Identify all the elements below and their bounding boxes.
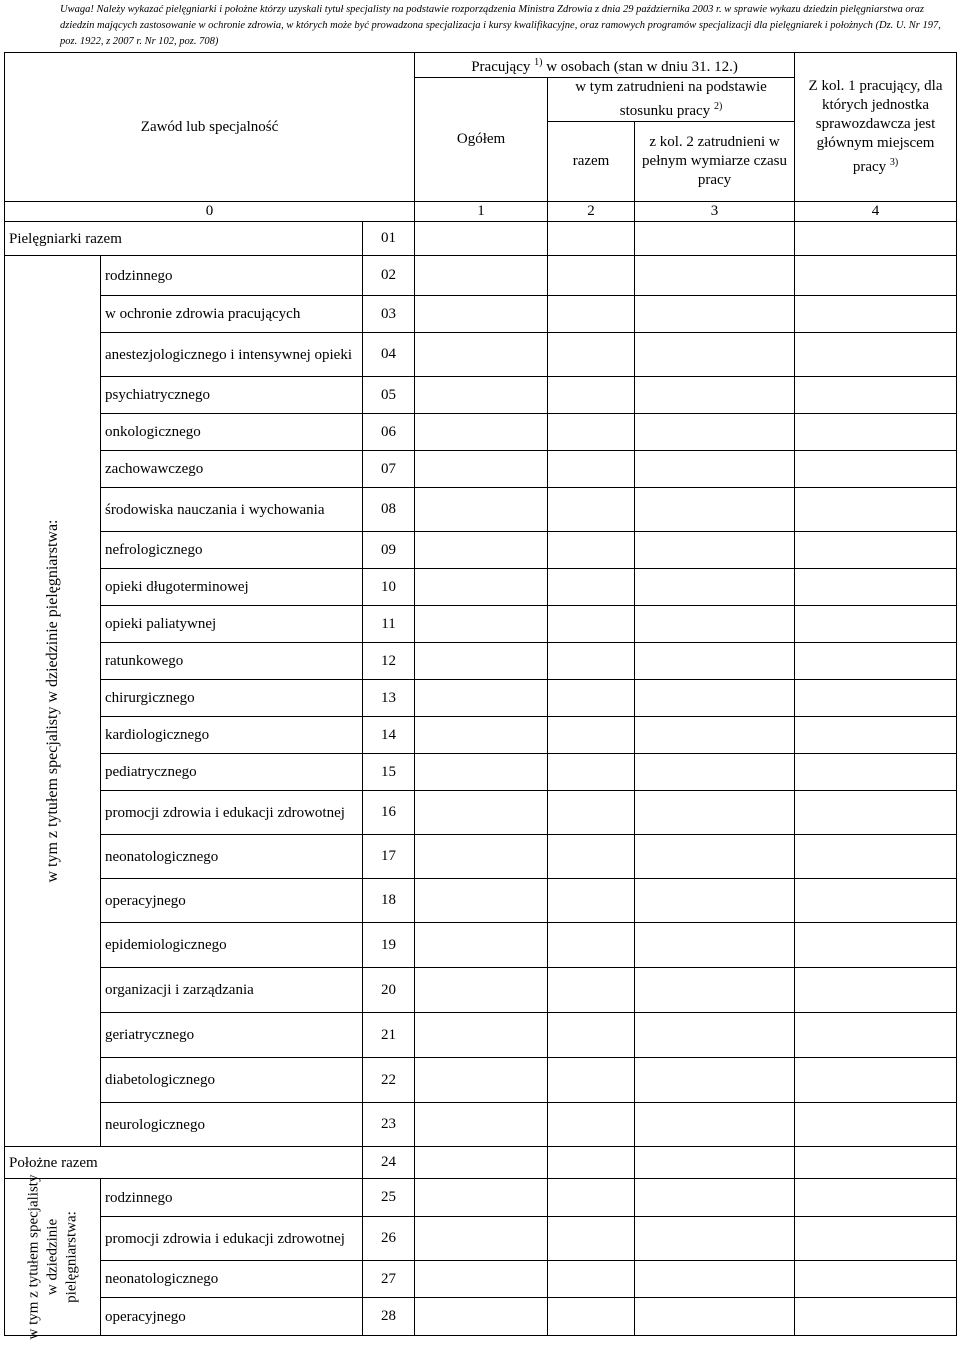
value-cell[interactable]	[415, 643, 548, 680]
row-code: 17	[363, 835, 415, 879]
value-cell[interactable]	[548, 879, 635, 923]
value-cell[interactable]	[795, 923, 957, 968]
employment-table	[4, 52, 957, 1340]
value-cell[interactable]	[548, 968, 635, 1013]
value-cell[interactable]	[415, 717, 548, 754]
fulltime-header: z kol. 2 zatrudnieni w pełnym wymiarze czasu pracy	[635, 122, 795, 202]
value-cell[interactable]	[795, 1261, 957, 1298]
value-cell[interactable]	[795, 569, 957, 606]
row-label: psychiatrycznego	[101, 377, 363, 414]
row-label: opieki długoterminowej	[101, 569, 363, 606]
value-cell[interactable]	[795, 1013, 957, 1058]
value-cell[interactable]	[548, 606, 635, 643]
row-label: chirurgicznego	[101, 680, 363, 717]
group-label-cell	[5, 1174, 101, 1340]
row-code: 27	[363, 1261, 415, 1298]
value-cell[interactable]	[548, 256, 635, 296]
value-cell[interactable]	[635, 451, 795, 488]
main-place-header: Z kol. 1 pracujący, dla których jednostka sprawozdawcza jest głównym miejscem pracy $^{3)}$	[795, 53, 957, 202]
row-code: 14	[363, 717, 415, 754]
value-cell[interactable]	[795, 835, 957, 879]
table-row	[5, 1013, 957, 1058]
group-label: w tym z tytułem specjalisty w dziedzinie pielęgniarstwa:	[43, 519, 61, 883]
table-row	[5, 377, 957, 414]
value-cell[interactable]	[548, 680, 635, 717]
value-cell[interactable]	[635, 606, 795, 643]
value-cell[interactable]	[548, 333, 635, 377]
value-cell[interactable]	[548, 835, 635, 879]
row-label: diabetologicznego	[101, 1058, 363, 1103]
value-cell[interactable]	[795, 451, 957, 488]
value-cell[interactable]	[415, 835, 548, 879]
value-cell[interactable]	[635, 1147, 795, 1179]
value-cell[interactable]	[548, 377, 635, 414]
value-cell[interactable]	[415, 451, 548, 488]
row-code: 26	[363, 1217, 415, 1261]
column-number: 4	[795, 202, 957, 222]
value-cell[interactable]	[415, 680, 548, 717]
value-cell[interactable]	[415, 923, 548, 968]
value-cell[interactable]	[635, 333, 795, 377]
row-code: 07	[363, 451, 415, 488]
value-cell[interactable]	[795, 717, 957, 754]
table-row	[5, 451, 957, 488]
row-label: pediatrycznego	[101, 754, 363, 791]
value-cell[interactable]	[795, 256, 957, 296]
value-cell[interactable]	[548, 754, 635, 791]
value-cell[interactable]	[795, 1179, 957, 1217]
value-cell[interactable]	[548, 1298, 635, 1336]
row-code: 04	[363, 333, 415, 377]
row-code: 19	[363, 923, 415, 968]
row-code: 10	[363, 569, 415, 606]
table-row	[5, 569, 957, 606]
value-cell[interactable]	[415, 1147, 548, 1179]
table-row	[5, 879, 957, 923]
table-row	[5, 1147, 957, 1179]
value-cell[interactable]	[635, 414, 795, 451]
table-row	[5, 968, 957, 1013]
value-cell[interactable]	[635, 1103, 795, 1147]
value-cell[interactable]	[795, 1147, 957, 1179]
table-row	[5, 1058, 957, 1103]
row-label: rodzinnego	[101, 256, 363, 296]
value-cell[interactable]	[635, 879, 795, 923]
row-label: Położne razem	[5, 1147, 363, 1179]
value-cell[interactable]	[795, 680, 957, 717]
value-cell[interactable]	[635, 222, 795, 256]
value-cell[interactable]	[635, 532, 795, 569]
table-row	[5, 532, 957, 569]
row-code: 01	[363, 222, 415, 256]
row-code: 03	[363, 296, 415, 333]
contract-header: w tym zatrudnieni na podstawie stosunku pracy $^{2)}$	[548, 78, 795, 122]
table-row	[5, 1261, 957, 1298]
value-cell[interactable]	[415, 414, 548, 451]
table-row	[5, 256, 957, 296]
value-cell[interactable]	[548, 451, 635, 488]
total-header: Ogółem	[415, 78, 548, 202]
value-cell[interactable]	[548, 532, 635, 569]
value-cell[interactable]	[415, 1261, 548, 1298]
value-cell[interactable]	[795, 968, 957, 1013]
value-cell[interactable]	[548, 923, 635, 968]
value-cell[interactable]	[548, 1058, 635, 1103]
row-label: opieki paliatywnej	[101, 606, 363, 643]
table-row	[5, 835, 957, 879]
table-row	[5, 1179, 957, 1217]
row-code: 28	[363, 1298, 415, 1336]
profession-header: Zawód lub specjalność	[5, 53, 415, 202]
row-label: ratunkowego	[101, 643, 363, 680]
value-cell[interactable]	[795, 1217, 957, 1261]
row-code: 24	[363, 1147, 415, 1179]
value-cell[interactable]	[548, 791, 635, 835]
value-cell[interactable]	[415, 1058, 548, 1103]
value-cell[interactable]	[415, 1179, 548, 1217]
row-label: rodzinnego	[101, 1179, 363, 1217]
row-label: operacyjnego	[101, 879, 363, 923]
column-number: 0	[5, 202, 415, 222]
table-row	[5, 488, 957, 532]
value-cell[interactable]	[548, 1261, 635, 1298]
table-row	[5, 1103, 957, 1147]
row-code: 25	[363, 1179, 415, 1217]
table-row	[5, 1298, 957, 1336]
row-label: Pielęgniarki razem	[5, 222, 363, 256]
row-code: 11	[363, 606, 415, 643]
value-cell[interactable]	[415, 333, 548, 377]
value-cell[interactable]	[415, 1103, 548, 1147]
row-label: w ochronie zdrowia pracujących	[101, 296, 363, 333]
table-row	[5, 414, 957, 451]
value-cell[interactable]	[795, 333, 957, 377]
row-label: promocji zdrowia i edukacji zdrowotnej	[101, 791, 363, 835]
table-row	[5, 680, 957, 717]
value-cell[interactable]	[415, 606, 548, 643]
row-label: kardiologicznego	[101, 717, 363, 754]
value-cell[interactable]	[635, 377, 795, 414]
value-cell[interactable]	[795, 791, 957, 835]
row-code: 06	[363, 414, 415, 451]
value-cell[interactable]	[415, 377, 548, 414]
row-label: neurologicznego	[101, 1103, 363, 1147]
contract-total-header: razem	[548, 122, 635, 202]
value-cell[interactable]	[635, 923, 795, 968]
column-number: 2	[548, 202, 635, 222]
value-cell[interactable]	[635, 1058, 795, 1103]
table-row	[5, 296, 957, 333]
group-label: w tym z tytułem specjalisty w dziedzinie pielęgniarstwa:	[25, 1174, 79, 1340]
value-cell[interactable]	[635, 1013, 795, 1058]
value-cell[interactable]	[795, 488, 957, 532]
table-row	[5, 222, 957, 256]
value-cell[interactable]	[635, 296, 795, 333]
value-cell[interactable]	[635, 680, 795, 717]
value-cell[interactable]	[795, 222, 957, 256]
value-cell[interactable]	[635, 1298, 795, 1336]
value-cell[interactable]	[635, 717, 795, 754]
row-code: 08	[363, 488, 415, 532]
column-number: 3	[635, 202, 795, 222]
table-row	[5, 754, 957, 791]
value-cell[interactable]	[415, 1298, 548, 1336]
row-code: 18	[363, 879, 415, 923]
value-cell[interactable]	[548, 1147, 635, 1179]
value-cell[interactable]	[415, 256, 548, 296]
table-row	[5, 643, 957, 680]
row-label: organizacji i zarządzania	[101, 968, 363, 1013]
value-cell[interactable]	[635, 256, 795, 296]
table-row	[5, 1217, 957, 1261]
value-cell[interactable]	[635, 1261, 795, 1298]
value-cell[interactable]	[548, 1013, 635, 1058]
value-cell[interactable]	[795, 606, 957, 643]
table-row	[5, 717, 957, 754]
row-label: geriatrycznego	[101, 1013, 363, 1058]
row-label: zachowawczego	[101, 451, 363, 488]
value-cell[interactable]	[415, 968, 548, 1013]
value-cell[interactable]	[795, 532, 957, 569]
value-cell[interactable]	[635, 754, 795, 791]
value-cell[interactable]	[635, 488, 795, 532]
value-cell[interactable]	[548, 296, 635, 333]
value-cell[interactable]	[548, 569, 635, 606]
row-label: nefrologicznego	[101, 532, 363, 569]
row-code: 02	[363, 256, 415, 296]
value-cell[interactable]	[635, 643, 795, 680]
value-cell[interactable]	[548, 643, 635, 680]
value-cell[interactable]	[635, 791, 795, 835]
value-cell[interactable]	[548, 414, 635, 451]
value-cell[interactable]	[415, 1217, 548, 1261]
row-code: 21	[363, 1013, 415, 1058]
table-row	[5, 333, 957, 377]
value-cell[interactable]	[635, 835, 795, 879]
value-cell[interactable]	[795, 377, 957, 414]
row-label: środowiska nauczania i wychowania	[101, 488, 363, 532]
value-cell[interactable]	[795, 1058, 957, 1103]
row-label: promocji zdrowia i edukacji zdrowotnej	[101, 1217, 363, 1261]
value-cell[interactable]	[795, 414, 957, 451]
value-cell[interactable]	[795, 1103, 957, 1147]
column-numbers-row	[5, 202, 957, 222]
row-code: 13	[363, 680, 415, 717]
value-cell[interactable]	[415, 296, 548, 333]
row-code: 20	[363, 968, 415, 1013]
value-cell[interactable]	[415, 569, 548, 606]
row-code: 23	[363, 1103, 415, 1147]
value-cell[interactable]	[415, 879, 548, 923]
value-cell[interactable]	[548, 1217, 635, 1261]
row-label: anestezjologicznego i intensywnej opieki	[101, 333, 363, 377]
value-cell[interactable]	[415, 1013, 548, 1058]
employed-header: Pracujący $^{1)}$ w osobach (stan w dniu 31. 12.)	[415, 53, 795, 78]
value-cell[interactable]	[548, 1103, 635, 1147]
row-label: neonatologicznego	[101, 835, 363, 879]
value-cell[interactable]	[795, 1298, 957, 1336]
value-cell[interactable]	[548, 488, 635, 532]
table-row	[5, 923, 957, 968]
value-cell[interactable]	[415, 754, 548, 791]
row-label: onkologicznego	[101, 414, 363, 451]
row-label: operacyjnego	[101, 1298, 363, 1336]
row-code: 05	[363, 377, 415, 414]
row-code: 22	[363, 1058, 415, 1103]
value-cell[interactable]	[795, 879, 957, 923]
group-label-cell	[5, 256, 101, 1147]
value-cell[interactable]	[548, 222, 635, 256]
value-cell[interactable]	[635, 1179, 795, 1217]
value-cell[interactable]	[635, 968, 795, 1013]
value-cell[interactable]	[795, 754, 957, 791]
value-cell[interactable]	[415, 222, 548, 256]
value-cell[interactable]	[795, 296, 957, 333]
value-cell[interactable]	[635, 1217, 795, 1261]
row-code: 09	[363, 532, 415, 569]
value-cell[interactable]	[548, 717, 635, 754]
row-code: 15	[363, 754, 415, 791]
warning-note: Uwaga! Należy wykazać pielęgniarki i położne którzy uzyskali tytuł specjalisty na podstawie rozporządzenia Ministra Zdrowia z dnia 29 października 2003 r. w sprawie wykazu dziedzin pielęgniarstwa oraz dziedzin mających zastosowanie w ochronie zdrowia, w których może być prowadzona specjalizacja i kursy kwalifikacyjne, oraz ramowych programów specjalizacji dla pielęgniarek i położnych (Dz. U. Nr 197, poz. 1922, z 2007 r. Nr 102, poz. 708)	[60, 4, 941, 47]
value-cell[interactable]	[415, 532, 548, 569]
value-cell[interactable]	[795, 643, 957, 680]
row-label: neonatologicznego	[101, 1261, 363, 1298]
row-label: epidemiologicznego	[101, 923, 363, 968]
value-cell[interactable]	[548, 1179, 635, 1217]
value-cell[interactable]	[635, 569, 795, 606]
table-row	[5, 791, 957, 835]
value-cell[interactable]	[415, 791, 548, 835]
column-number: 1	[415, 202, 548, 222]
row-code: 16	[363, 791, 415, 835]
row-code: 12	[363, 643, 415, 680]
value-cell[interactable]	[415, 488, 548, 532]
table-row	[5, 606, 957, 643]
